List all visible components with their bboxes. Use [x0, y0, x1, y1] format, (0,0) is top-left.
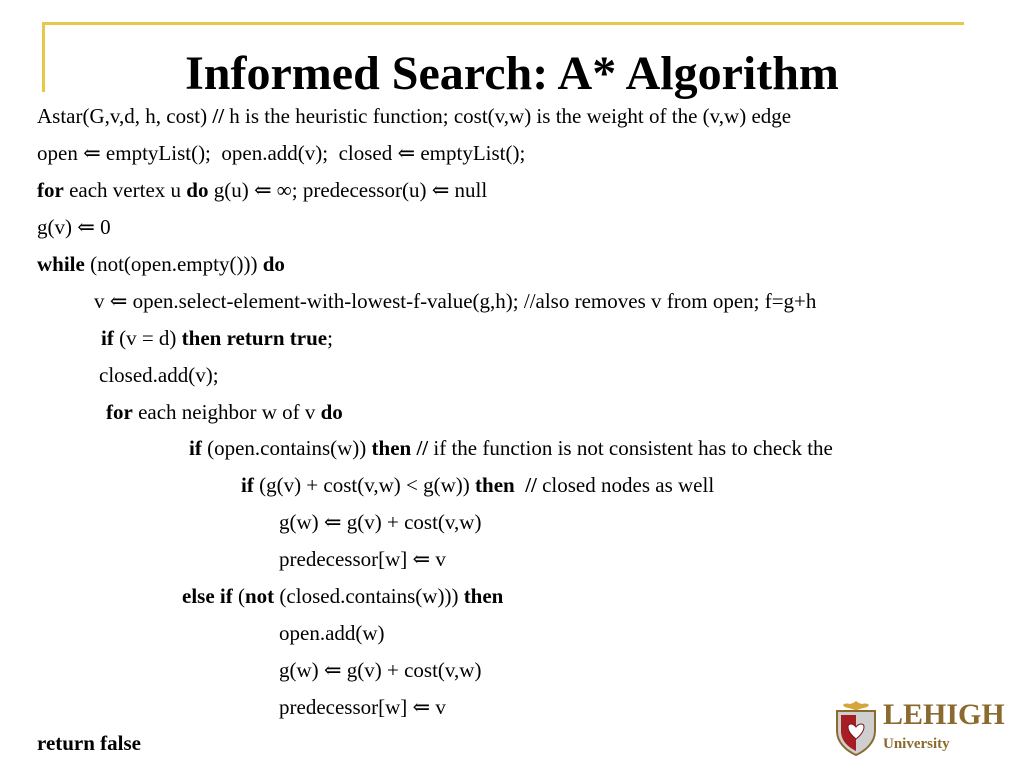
code-line-17: predecessor[w] ⇐ v	[279, 695, 446, 719]
code-line-14: else if (not (closed.contains(w))) then	[182, 584, 504, 608]
code-line-4: g(v) ⇐ 0	[37, 215, 111, 239]
logo-subtitle: University	[883, 736, 950, 752]
code-line-6: v ⇐ open.select-element-with-lowest-f-value(g,h); //also removes v from open; f=g+h	[94, 289, 817, 313]
code-line-3: for each vertex u do g(u) ⇐ ∞; predecessor(u) ⇐ null	[37, 178, 488, 202]
code-line-12: g(w) ⇐ g(v) + cost(v,w)	[279, 510, 482, 534]
code-line-8: closed.add(v);	[99, 363, 219, 387]
shield-icon	[833, 697, 879, 757]
code-line-18: return false	[37, 731, 142, 755]
slide-title: Informed Search: A* Algorithm	[185, 47, 839, 100]
code-line-9: for each neighbor w of v do	[106, 400, 343, 424]
code-line-16: g(w) ⇐ g(v) + cost(v,w)	[279, 658, 482, 682]
code-line-13: predecessor[w] ⇐ v	[279, 547, 446, 571]
code-line-1: Astar(G,v,d, h, cost) // h is the heuristic function; cost(v,w) is the weight of the (v,w) edge	[37, 104, 792, 128]
lehigh-logo	[833, 697, 1013, 757]
logo-wordmark: LEHIGH	[883, 698, 1005, 731]
code-line-7: if (v = d) then return true;	[101, 326, 333, 350]
code-line-5: while (not(open.empty())) do	[37, 252, 285, 276]
code-line-15: open.add(w)	[279, 621, 385, 645]
code-line-10: if (open.contains(w)) then // if the function is not consistent has to check the	[189, 436, 833, 460]
code-line-2: open ⇐ emptyList(); open.add(v); closed ⇐ emptyList();	[37, 141, 526, 165]
code-line-11: if (g(v) + cost(v,w) < g(w)) then // closed nodes as well	[241, 473, 715, 497]
